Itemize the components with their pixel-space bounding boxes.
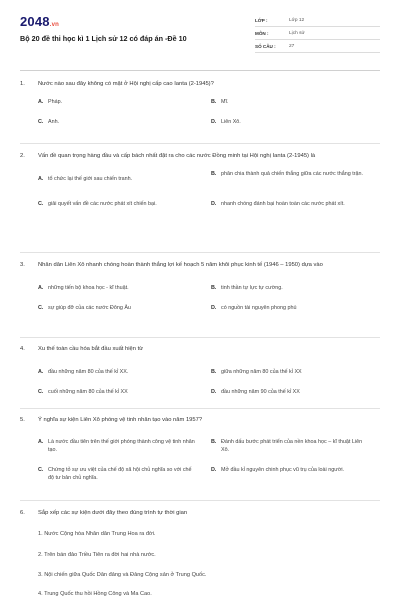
logo-main: 2048 bbox=[20, 14, 50, 29]
option-letter: C. bbox=[38, 200, 44, 207]
option-letter: D. bbox=[211, 466, 217, 473]
option-text: Mĩ. bbox=[221, 98, 229, 105]
question-2 bbox=[20, 152, 380, 230]
question-separator bbox=[20, 337, 380, 338]
option-text: đầu những năm 90 của thế kỉ XX bbox=[221, 388, 300, 395]
option-b[interactable] bbox=[211, 368, 371, 377]
option-text: đầu những năm 80 của thế kỉ XX. bbox=[48, 368, 129, 375]
meta-table bbox=[255, 14, 380, 53]
question-text: Nhân dân Liên Xô nhanh chóng hoàn thành thắng lợi kế hoạch 5 năm khôi phục kinh tế (1946 – 1950) dựa vào bbox=[38, 262, 323, 268]
option-text: giữa những năm 80 của thế kỉ XX bbox=[221, 368, 302, 375]
option-letter: A. bbox=[38, 98, 44, 105]
meta-value: Lớp 12 bbox=[289, 17, 305, 23]
option-a[interactable] bbox=[38, 368, 198, 377]
option-d[interactable] bbox=[211, 200, 371, 209]
option-text: tổ chức lại thế giới sau chiến tranh. bbox=[48, 175, 133, 182]
question-text: Xu thế toàn cầu hóa bắt đầu xuất hiện từ bbox=[38, 346, 144, 352]
option-text: phân chia thành quả chiến thắng giữa các nước thắng trận. bbox=[221, 170, 364, 177]
option-letter: D. bbox=[211, 200, 217, 207]
option-text: sự giúp đỡ của các nước Đông Âu bbox=[48, 304, 131, 311]
option-text: nhanh chóng đánh bại hoàn toàn các nước phát xít. bbox=[221, 200, 345, 207]
option-c[interactable] bbox=[38, 466, 198, 483]
event-item: 1. Nước Cộng hòa Nhân dân Trung Hoa ra đời. bbox=[38, 531, 156, 537]
option-letter: B. bbox=[211, 170, 217, 177]
option-c[interactable] bbox=[38, 118, 198, 127]
question-separator bbox=[20, 143, 380, 144]
question-stem bbox=[20, 509, 380, 519]
question-4 bbox=[20, 345, 380, 403]
option-c[interactable] bbox=[38, 200, 198, 209]
site-logo[interactable] bbox=[20, 14, 59, 29]
question-separator bbox=[20, 252, 380, 253]
options bbox=[38, 98, 380, 138]
question-number: 1. bbox=[20, 81, 25, 87]
option-letter: B. bbox=[211, 438, 217, 445]
option-a[interactable] bbox=[38, 284, 198, 293]
option-letter: B. bbox=[211, 98, 217, 105]
option-b[interactable] bbox=[211, 284, 371, 293]
question-stem bbox=[20, 80, 380, 90]
options bbox=[38, 279, 380, 319]
option-text: tinh thần tự lực tự cường. bbox=[221, 284, 283, 291]
option-text: cuối những năm 80 của thế kỉ XX bbox=[48, 388, 128, 395]
option-letter: B. bbox=[211, 368, 217, 375]
option-letter: C. bbox=[38, 118, 44, 125]
option-letter: C. bbox=[38, 304, 44, 311]
meta-key: SỐ CÂU : bbox=[255, 43, 276, 49]
exam-header bbox=[20, 14, 380, 66]
meta-row-class bbox=[255, 14, 380, 27]
question-number: 4. bbox=[20, 346, 25, 352]
option-letter: D. bbox=[211, 304, 217, 311]
options bbox=[38, 434, 380, 494]
meta-value: Lịch sử bbox=[289, 30, 305, 36]
option-letter: A. bbox=[38, 284, 44, 291]
meta-row-count bbox=[255, 40, 380, 53]
question-6 bbox=[20, 509, 380, 519]
option-text: Liên Xô. bbox=[221, 118, 241, 125]
question-text: Ý nghĩa sự kiện Liên Xô phóng vệ tinh nhân tạo vào năm 1957? bbox=[38, 417, 203, 423]
question-stem bbox=[20, 261, 380, 271]
question-text: Vấn đề quan trọng hàng đầu và cấp bách nhất đặt ra cho các nước Đồng minh tại Hội nghị Ianta (2-1945) là bbox=[38, 153, 316, 159]
option-text: Chứng tỏ sự ưu việt của chế độ xã hội chủ nghĩa so với chế độ tư bản chủ nghĩa. bbox=[48, 466, 192, 481]
question-number: 6. bbox=[20, 510, 25, 516]
options bbox=[38, 363, 380, 403]
option-b[interactable] bbox=[211, 170, 371, 179]
option-text: những tiến bộ khoa học - kĩ thuật. bbox=[48, 284, 129, 291]
event-item: 3. Nội chiến giữa Quốc Dân đảng và Đảng Cộng sản ở Trung Quốc. bbox=[38, 572, 207, 578]
option-text: Đánh dấu bước phát triển của nền khoa học – kĩ thuật Liên Xô. bbox=[221, 438, 363, 453]
option-a[interactable] bbox=[38, 438, 198, 455]
option-text: Mở đầu kỉ nguyên chinh phục vũ trụ của loài người. bbox=[221, 466, 345, 473]
option-d[interactable] bbox=[211, 304, 371, 313]
option-d[interactable] bbox=[211, 118, 371, 127]
question-stem bbox=[20, 152, 380, 162]
option-d[interactable] bbox=[211, 388, 371, 397]
question-stem bbox=[20, 416, 380, 426]
question-stem bbox=[20, 345, 380, 355]
option-letter: C. bbox=[38, 388, 44, 395]
question-separator bbox=[20, 408, 380, 409]
meta-key: MÔN : bbox=[255, 30, 269, 36]
question-3 bbox=[20, 261, 380, 319]
document-title: Bộ 20 đề thi học kì 1 Lịch sử 12 có đáp án -Đề 10 bbox=[20, 34, 187, 43]
option-letter: C. bbox=[38, 466, 44, 473]
options bbox=[38, 170, 380, 230]
option-b[interactable] bbox=[211, 438, 371, 455]
option-text: có nguồn tài nguyên phong phú bbox=[221, 304, 297, 311]
logo-suffix: .vn bbox=[49, 22, 60, 28]
question-1 bbox=[20, 80, 380, 138]
question-number: 5. bbox=[20, 417, 25, 423]
header-divider bbox=[20, 70, 380, 71]
option-letter: A. bbox=[38, 175, 44, 182]
event-item: 4. Trung Quốc thu hồi Hồng Công và Ma Cao. bbox=[38, 591, 152, 597]
event-item: 2. Trên bán đảo Triều Tiên ra đời hai nhà nước. bbox=[38, 552, 156, 558]
option-c[interactable] bbox=[38, 388, 198, 397]
option-letter: A. bbox=[38, 438, 44, 445]
option-d[interactable] bbox=[211, 466, 371, 475]
option-letter: D. bbox=[211, 388, 217, 395]
option-a[interactable] bbox=[38, 98, 198, 107]
question-text: Sắp xếp các sự kiện dưới đây theo đúng trình tự thời gian bbox=[38, 510, 188, 516]
option-text: giải quyết vấn đề các nước phát xít chiến bại. bbox=[48, 200, 157, 207]
option-a[interactable] bbox=[38, 175, 198, 184]
option-letter: B. bbox=[211, 284, 217, 291]
question-separator bbox=[20, 500, 380, 501]
meta-value: 27 bbox=[289, 43, 295, 49]
meta-row-subject bbox=[255, 27, 380, 40]
option-text: Là nước đầu tiên trên thế giới phóng thành công vệ tinh nhân tạo. bbox=[48, 438, 195, 453]
question-5 bbox=[20, 416, 380, 494]
question-number: 2. bbox=[20, 153, 25, 159]
option-text: Pháp. bbox=[48, 98, 63, 105]
option-letter: D. bbox=[211, 118, 217, 125]
question-number: 3. bbox=[20, 262, 25, 268]
option-c[interactable] bbox=[38, 304, 198, 313]
question-text: Nước nào sau đây không có mặt ở Hội nghị cấp cao Ianta (2-1945)? bbox=[38, 81, 214, 87]
meta-key: LỚP : bbox=[255, 17, 268, 23]
option-b[interactable] bbox=[211, 98, 371, 107]
option-letter: A. bbox=[38, 368, 44, 375]
option-text: Anh. bbox=[48, 118, 60, 125]
